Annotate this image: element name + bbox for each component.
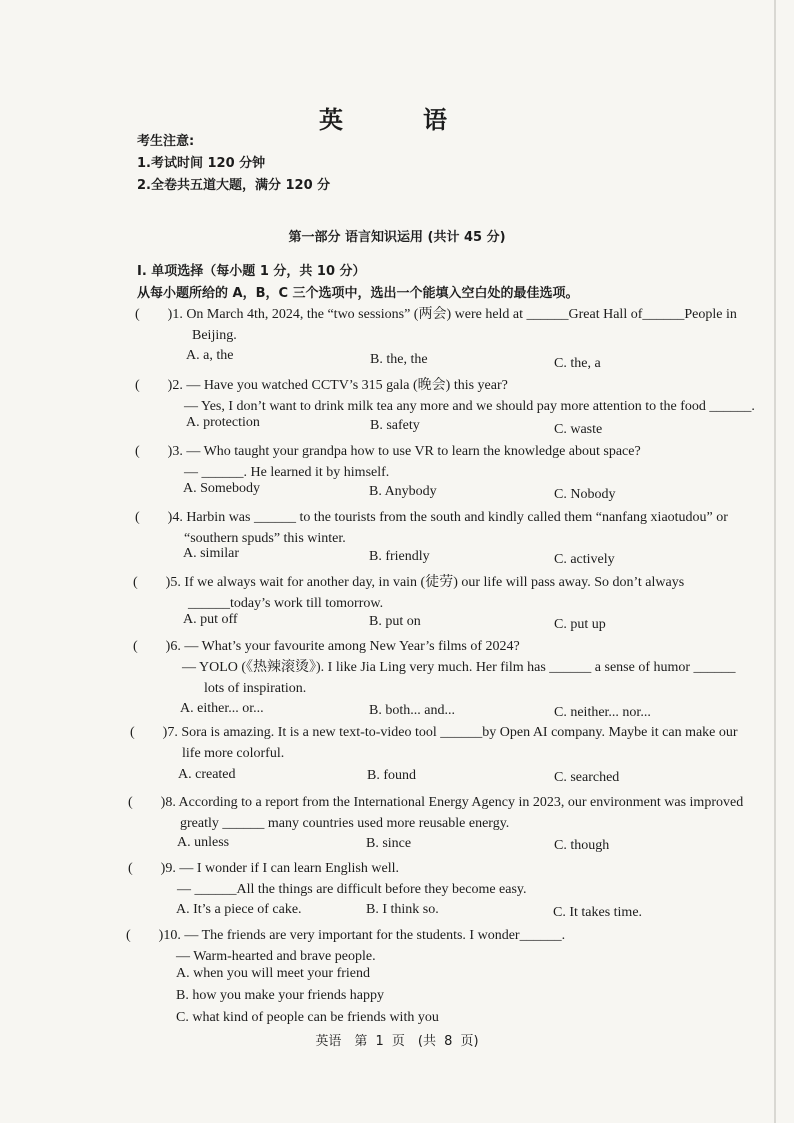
- question-3: [135, 441, 641, 483]
- question-2: [135, 375, 755, 417]
- option-a: A. unless: [177, 835, 230, 850]
- option-a: A. Somebody: [183, 481, 260, 496]
- question-line: ( )5. If we always wait for another day, in vain (徒劳) our life will pass away. So don’t always: [133, 575, 685, 590]
- question-line: ( )8. According to a report from the International Energy Agency in 2023, our environment was improved: [128, 795, 744, 810]
- question-line: “southern spuds” this winter.: [184, 531, 346, 546]
- option-c: C. neither... nor...: [554, 705, 651, 720]
- question-line: ( )3. — Who taught your grandpa how to use VR to learn the knowledge about space?: [135, 444, 641, 459]
- question-line: — YOLO (《热辣滚烫》). I like Jia Ling very much. Her film has ______ a sense of humor ______: [182, 660, 736, 675]
- option-b: B. Anybody: [369, 484, 437, 499]
- option-b: B. I think so.: [366, 902, 439, 917]
- section-heading: [137, 261, 579, 305]
- question-line: Beijing.: [192, 328, 237, 343]
- question-line: lots of inspiration.: [204, 681, 307, 696]
- question-line: — ______. He learned it by himself.: [184, 465, 390, 480]
- question-line: greatly ______ many countries used more reusable energy.: [180, 816, 510, 831]
- question-7: [130, 722, 738, 764]
- option-c: C. the, a: [554, 356, 601, 371]
- option-b: B. both... and...: [369, 703, 455, 718]
- question-line: — Warm-hearted and brave people.: [176, 949, 376, 964]
- question-1: [135, 304, 737, 346]
- page-footer: 英语 第 1 页 (共 8 页): [315, 1034, 479, 1049]
- option-a: A. It’s a piece of cake.: [176, 902, 302, 917]
- option-c: C. It takes time.: [553, 905, 643, 920]
- notice-heading: 考生注意:: [137, 134, 195, 149]
- option-c: C. though: [554, 838, 610, 853]
- option-b: B. safety: [370, 418, 420, 433]
- notice-item: 1.考试时间 120 分钟: [137, 156, 266, 171]
- question-8: [128, 792, 743, 834]
- option-c: C. waste: [554, 422, 603, 437]
- question-5: [133, 572, 684, 614]
- option-c: C. Nobody: [554, 487, 616, 502]
- question-line: ( )4. Harbin was ______ to the tourists from the south and kindly called them “nanfang xiaotudou” or: [135, 510, 728, 525]
- option-c: C. put up: [554, 617, 606, 632]
- question-9: [128, 858, 527, 900]
- option-a: A. protection: [186, 415, 260, 430]
- section-title: I. 单项选择（每小题 1 分，共 10 分）: [137, 264, 366, 279]
- page-title: 英 语: [319, 105, 475, 134]
- option-c: C. actively: [554, 552, 615, 567]
- question-line: ( )7. Sora is amazing. It is a new text-to-video tool ______by Open AI company. Maybe it can make our: [130, 725, 738, 740]
- question-line: ( )6. — What’s your favourite among New Year’s films of 2024?: [133, 639, 520, 654]
- question-4: [135, 507, 728, 549]
- option-a: A. a, the: [186, 348, 234, 363]
- option-a: A. when you will meet your friend: [176, 966, 371, 981]
- question-line: ( )10. — The friends are very important for the students. I wonder______.: [126, 928, 566, 943]
- option-a: A. either... or...: [180, 701, 264, 716]
- question-line: — Yes, I don’t want to drink milk tea any more and we should pay more attention to the food ______.: [184, 399, 755, 414]
- option-b: B. found: [367, 768, 416, 783]
- option-a: A. created: [178, 767, 236, 782]
- option-b: B. the, the: [370, 352, 428, 367]
- question-6: [133, 636, 736, 699]
- exam-notice: [137, 131, 330, 197]
- option-c: C. what kind of people can be friends with you: [176, 1010, 439, 1025]
- section-instruction: 从每小题所给的 A，B，C 三个选项中，选出一个能填入空白处的最佳选项。: [137, 286, 579, 301]
- question-line: ( )1. On March 4th, 2024, the “two sessions” (两会) were held at ______Great Hall of______People in: [135, 307, 737, 322]
- option-b: B. put on: [369, 614, 421, 629]
- question-10: [126, 925, 565, 967]
- question-line: ( )2. — Have you watched CCTV’s 315 gala (晚会) this year?: [135, 378, 508, 393]
- question-line: — ______All the things are difficult before they become easy.: [177, 882, 527, 897]
- option-c: C. searched: [554, 770, 620, 785]
- option-a: A. similar: [183, 546, 239, 561]
- part-heading: 第一部分 语言知识运用 (共计 45 分): [288, 230, 506, 245]
- notice-item: 2.全卷共五道大题，满分 120 分: [137, 178, 331, 193]
- question-line: life more colorful.: [182, 746, 285, 761]
- question-line: ______today’s work till tomorrow.: [188, 596, 384, 611]
- option-b: B. friendly: [369, 549, 430, 564]
- option-b: B. since: [366, 836, 412, 851]
- page-edge: [774, 0, 776, 1123]
- option-a: A. put off: [183, 612, 238, 627]
- option-b: B. how you make your friends happy: [176, 988, 385, 1003]
- question-line: ( )9. — I wonder if I can learn English well.: [128, 861, 399, 876]
